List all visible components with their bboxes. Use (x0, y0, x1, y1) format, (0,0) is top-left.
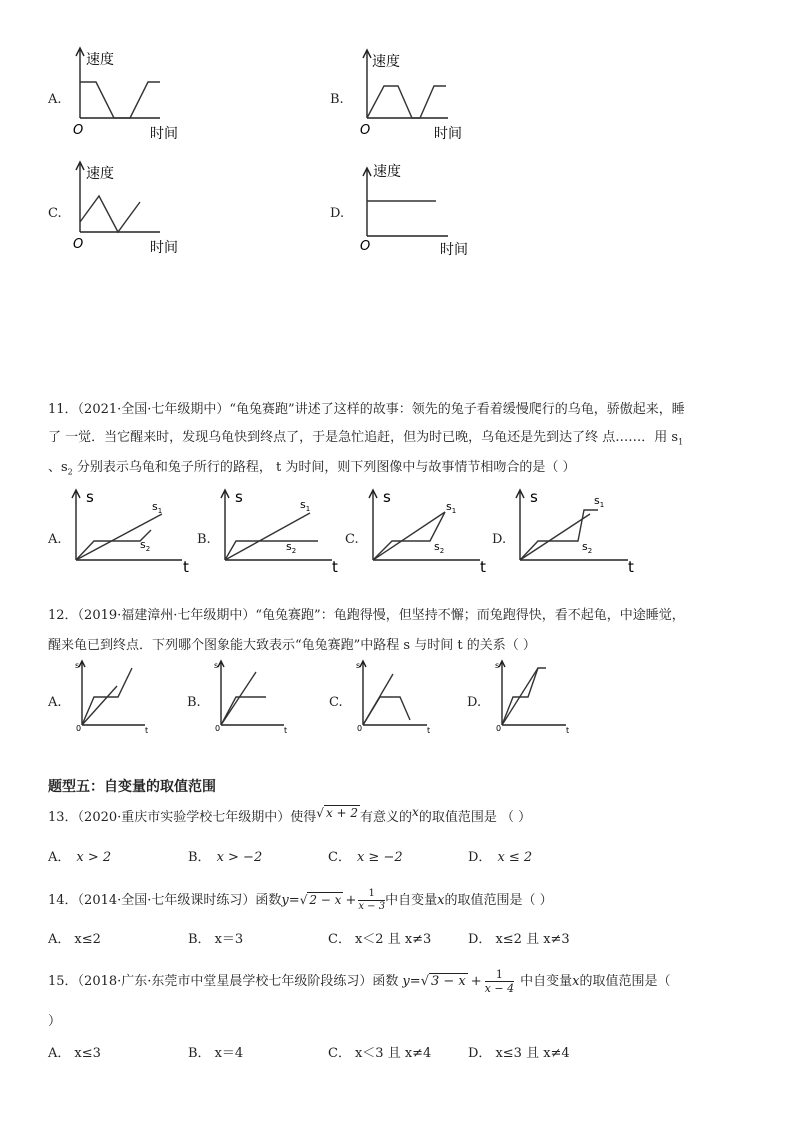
question-source: （2020·重庆市实验学校七年级期中） (77, 810, 291, 825)
option-b[interactable] (188, 928, 243, 947)
option-text: x＝4 (214, 1046, 244, 1061)
axis-x-label: 时间 (150, 126, 178, 142)
question-source: （2014·全国·七年级课时练习） (77, 893, 256, 908)
option-label: B． (188, 850, 211, 865)
question-text: 中自变量 (520, 974, 573, 989)
question-text: 使得 (290, 810, 317, 825)
question-text: 函数 (255, 893, 282, 908)
s2-label: $s_2$ (140, 538, 151, 553)
option-a[interactable] (48, 1042, 101, 1061)
option-label[interactable]: B. (197, 532, 211, 547)
axis-x-label: t (284, 726, 288, 735)
axis-x-label: 时间 (150, 240, 178, 256)
option-d[interactable] (468, 1042, 570, 1061)
question-text: 的取值范围是（ (579, 974, 671, 989)
origin-label: O (73, 237, 84, 252)
option-text: x≤2 且 x≠3 (495, 932, 570, 947)
question-text: 函数 (372, 974, 399, 989)
origin-label: 0 (357, 724, 363, 733)
question-number: 11． (48, 402, 78, 417)
option-label: C． (328, 850, 351, 865)
option-label[interactable]: B. (187, 695, 201, 710)
axis-x-label: t (628, 558, 634, 576)
option-label: D． (468, 850, 492, 865)
question-text: 、s (48, 460, 68, 475)
option-text: x≤3 且 x≠4 (495, 1046, 570, 1061)
option-label[interactable]: D. (330, 206, 345, 221)
axis-y-label: s (530, 488, 538, 506)
question-text: “龟兔赛跑”：龟跑得慢，但坚持不懈；而兔跑得快，看不起龟，中途睡觉， (255, 608, 685, 623)
option-text: x > 2 (76, 850, 112, 865)
question-text: 有意义的 (360, 810, 413, 825)
axis-x-label: t (183, 558, 189, 576)
question-text: 的取值范围是（ ） (444, 893, 553, 908)
option-text: x ≤ 2 (497, 850, 533, 865)
question-number: 13． (48, 810, 78, 825)
axis-x-label: 时间 (434, 126, 462, 142)
origin-label: O (360, 239, 371, 254)
plus-sign: + (470, 974, 482, 989)
option-text: x > −2 (216, 850, 263, 865)
axis-x-label: t (480, 558, 486, 576)
plus-sign: + (345, 893, 357, 908)
option-label: A． (48, 850, 71, 865)
sqrt-expression: √ x + 2 (316, 806, 359, 820)
question-text: 分别表示乌龟和兔子所行的路程， t 为时间，则下列图像中与故事情节相吻合的是（ ） (72, 460, 576, 475)
axis-y-label: s (495, 661, 500, 670)
axis-y-label: 速度 (373, 164, 401, 180)
option-a[interactable] (48, 846, 111, 865)
option-d[interactable] (468, 928, 570, 947)
radicand: 3 − x (430, 974, 466, 989)
option-c[interactable] (328, 846, 403, 865)
axis-x-label: t (145, 726, 149, 735)
s1-label: $s_1$ (152, 500, 163, 515)
option-label[interactable]: D. (492, 532, 507, 547)
option-label[interactable]: D. (467, 695, 482, 710)
s1-label: $s_1$ (594, 494, 605, 509)
variable: y (281, 893, 289, 908)
question-number: 12． (48, 608, 78, 623)
question-source: （2018·广东·东莞市中堂星晨学校七年级阶段练习） (77, 974, 373, 989)
origin-label: O (73, 123, 84, 138)
numerator: 1 (485, 968, 514, 982)
option-b[interactable] (188, 1042, 243, 1061)
option-label[interactable]: A. (48, 695, 62, 710)
option-label: D． (468, 1046, 492, 1061)
axis-y-label: s (235, 488, 243, 506)
option-text: x＝3 (214, 932, 244, 947)
s1-label: $s_1$ (300, 498, 311, 513)
axis-y-label: s (75, 661, 80, 670)
numerator: 1 (358, 888, 385, 901)
question-text: 的取值范围是 （ ） (418, 810, 532, 825)
option-label: C． (328, 1046, 351, 1061)
option-text: x＜2 且 x≠3 (354, 932, 432, 947)
option-label[interactable]: A. (48, 92, 62, 107)
variable: x (437, 893, 445, 908)
variable: y (402, 974, 410, 989)
axis-x-label: 时间 (440, 242, 468, 258)
axis-x-label: t (566, 726, 570, 735)
option-label: A． (48, 932, 71, 947)
subscript: 2 (67, 467, 73, 477)
subscript: 1 (678, 437, 684, 447)
option-c[interactable] (328, 1042, 431, 1061)
option-label[interactable]: B. (330, 92, 344, 107)
option-b[interactable] (188, 846, 262, 865)
option-label: A． (48, 1046, 71, 1061)
option-label[interactable]: C. (345, 532, 359, 547)
hare-line (502, 668, 546, 725)
section-title: 题型五：自变量的取值范围 (48, 779, 216, 795)
axis-y-label: 速度 (372, 54, 400, 70)
option-text: x≤3 (74, 1046, 101, 1061)
equals-sign: = (409, 974, 421, 989)
option-c[interactable] (328, 928, 431, 947)
axis-x-label: t (332, 558, 338, 576)
q15-close: ） (48, 1014, 62, 1029)
denominator: x − 3 (358, 901, 386, 912)
equals-sign: = (288, 893, 300, 908)
option-label: D． (468, 932, 492, 947)
option-label: B． (188, 932, 211, 947)
fraction (485, 968, 514, 995)
s2-label: $s_2$ (286, 540, 297, 555)
origin-label: O (360, 123, 371, 138)
axis-y-label: s (86, 488, 94, 506)
q14-line (48, 888, 553, 913)
option-a[interactable] (48, 928, 101, 947)
axis-y-label: 速度 (86, 166, 114, 182)
sqrt-expression: √ 3 − x (420, 974, 466, 989)
axis-x-label: t (427, 726, 431, 735)
s1-label: $s_1$ (446, 500, 457, 515)
question-text: 醒来龟已到终点．下列哪个图象能大致表示“龟兔赛跑”中路程 s 与时间 t 的关系（ ） (48, 638, 536, 653)
variable: x (412, 805, 419, 819)
option-label[interactable]: C. (48, 206, 62, 221)
option-label[interactable]: A. (48, 532, 62, 547)
radicand: 2 − x (309, 893, 342, 907)
origin-label: 0 (215, 724, 221, 733)
fraction (358, 888, 385, 913)
axis-y-label: 速度 (86, 52, 114, 68)
denominator: x − 4 (484, 982, 515, 995)
sqrt-expression: √ 2 − x (299, 893, 342, 907)
q15-line (48, 968, 670, 995)
question-source: （2021·全国·七年级期中） (77, 402, 230, 417)
question-source: （2019·福建漳州·七年级期中） (77, 608, 256, 623)
axis-y-label: s (356, 661, 361, 670)
radicand: x + 2 (325, 806, 359, 820)
s2-label: $s_2$ (434, 540, 445, 555)
question-text: 中自变量 (385, 893, 438, 908)
option-text: x＜3 且 x≠4 (354, 1046, 432, 1061)
option-label: C． (328, 932, 351, 947)
variable: x (572, 974, 580, 989)
option-label[interactable]: C. (329, 695, 343, 710)
origin-label: 0 (496, 724, 502, 733)
question-text: 了 一觉．当它醒来时，发现乌龟快到终点了，于是急忙追赶，但为时已晚，乌龟还是先到达了终 点……．用 s (48, 430, 679, 445)
question-text: “龟兔赛跑”讲述了这样的故事：领先的兔子看着缓慢爬行的乌龟，骄傲起来，睡 (229, 402, 685, 417)
option-label: B． (188, 1046, 211, 1061)
axis-y-label: s (383, 488, 391, 506)
question-number: 15． (48, 974, 78, 989)
origin-label: 0 (76, 724, 82, 733)
option-text: x≤2 (74, 932, 101, 947)
s2-label: $s_2$ (582, 540, 593, 555)
option-d[interactable] (468, 846, 532, 865)
axis-y-label: s (214, 661, 219, 670)
q13-line (48, 806, 531, 825)
question-number: 14． (48, 893, 78, 908)
option-text: x ≥ −2 (356, 850, 403, 865)
